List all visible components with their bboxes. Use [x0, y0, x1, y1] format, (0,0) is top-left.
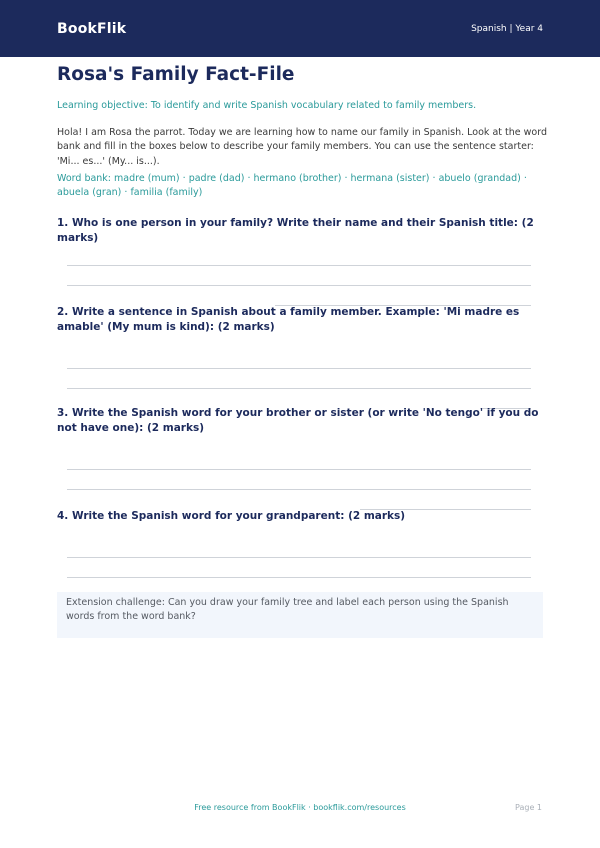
- answer-line-2a[interactable]: [67, 368, 531, 369]
- intro-text: Hola! I am Rosa the parrot. Today we are learning how to name our family in Spanish. Look at the word bank and fill in the boxes below to describe your family members. You can use the sentence starter: 'Mi... es...' (My... is...).: [57, 127, 547, 167]
- answer-line-4a[interactable]: [67, 557, 531, 558]
- answer-line-1a[interactable]: [67, 265, 531, 266]
- answer-line-4b[interactable]: [67, 577, 531, 578]
- page-number: Page 1: [515, 803, 542, 812]
- answer-line-2b[interactable]: [67, 388, 531, 389]
- question-4: 4. Write the Spanish word for your grandparent: (2 marks): [57, 510, 406, 522]
- brand-logo: BookFlik: [57, 20, 127, 37]
- question-1: 1. Who is one person in your family? Write their name and their Spanish title: (2 marks): [57, 217, 534, 245]
- answer-line-3b[interactable]: [67, 489, 531, 490]
- question-3: 3. Write the Spanish word for your brother or sister (or write 'No tengo' if you do not have one): (2 marks): [57, 407, 539, 435]
- answer-line-1b[interactable]: [67, 285, 531, 286]
- footer-text: Free resource from BookFlik · bookflik.com/resources: [194, 803, 406, 812]
- header-bar: [0, 0, 600, 57]
- word-bank: Word bank: madre (mum) · padre (dad) · hermano (brother) · hermana (sister) · abuelo (grandad) · abuela (gran) · familia (family): [57, 173, 527, 199]
- extension-challenge: Extension challenge: Can you draw your family tree and label each person using the Spanish words from the word bank?: [57, 592, 543, 638]
- question-2: 2. Write a sentence in Spanish about a family member. Example: 'Mi madre es amable' (My mum is kind): (2 marks): [57, 306, 520, 334]
- subject-year-label: Spanish | Year 4: [471, 23, 543, 34]
- learning-objective: Learning objective: To identify and write Spanish vocabulary related to family members.: [57, 100, 477, 111]
- answer-line-3a[interactable]: [67, 469, 531, 470]
- page-title: Rosa's Family Fact-File: [57, 64, 295, 85]
